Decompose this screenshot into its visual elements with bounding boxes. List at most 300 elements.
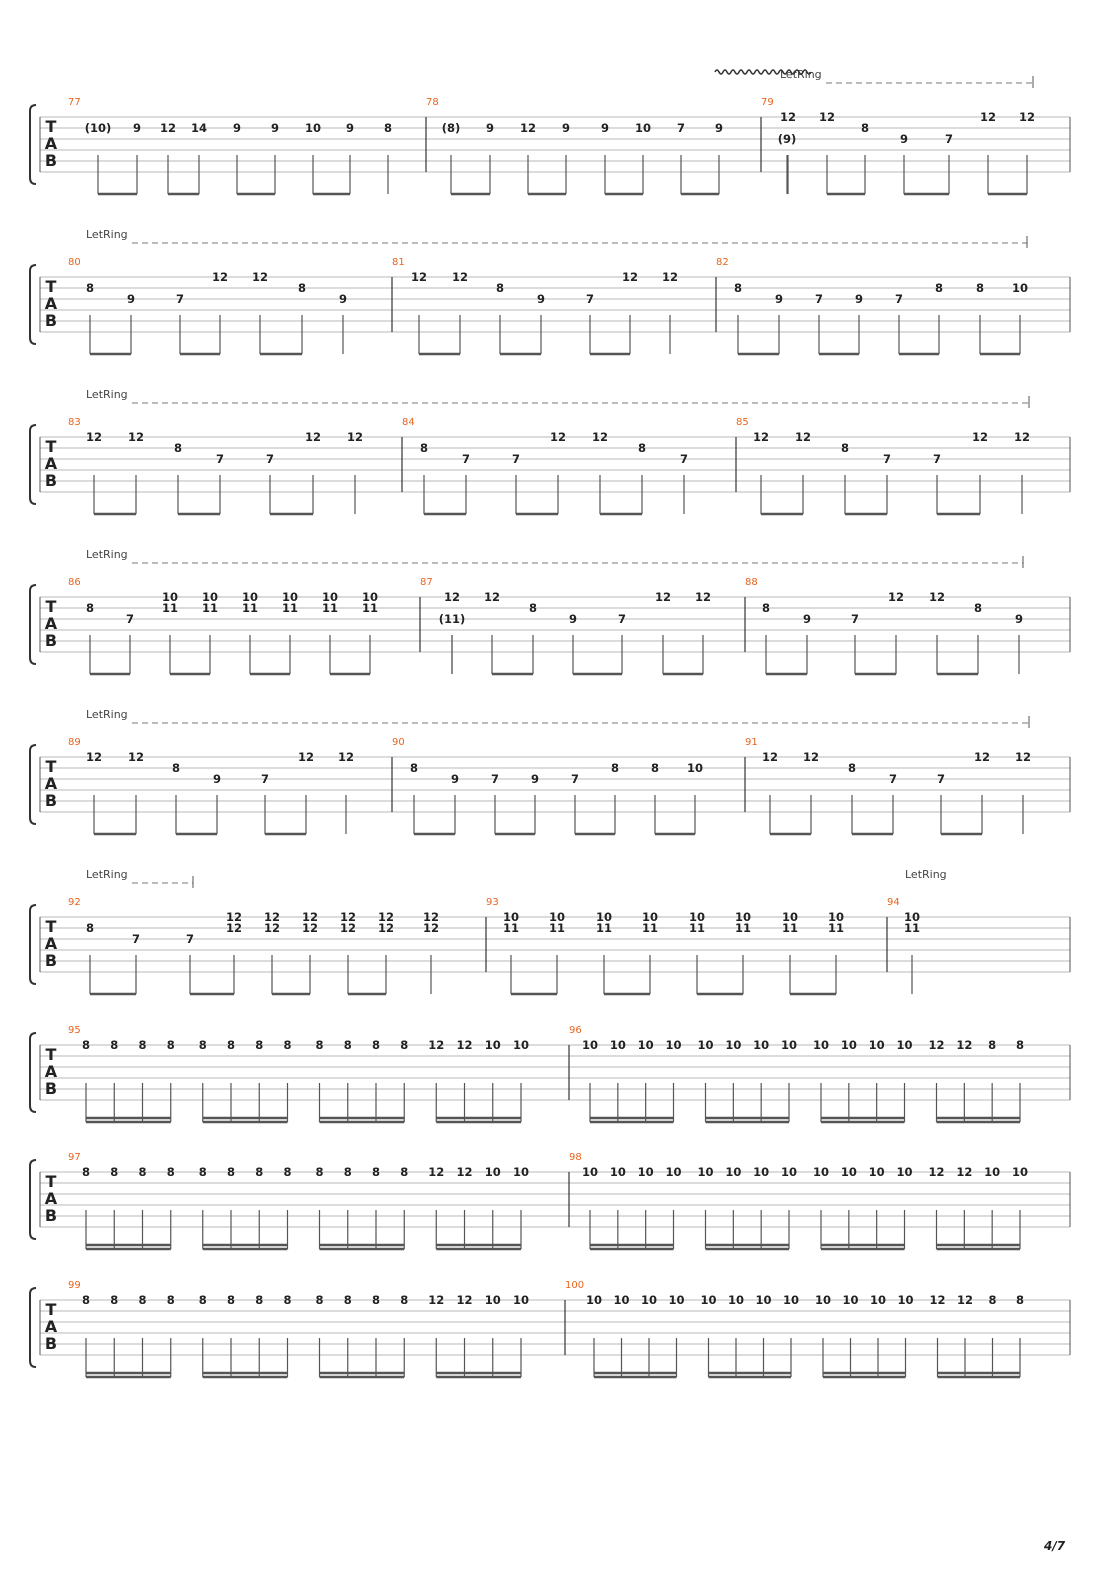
note bbox=[162, 590, 178, 674]
note bbox=[456, 1293, 472, 1377]
tab-clef-letter: T bbox=[45, 1172, 57, 1191]
fret-number: 12 bbox=[304, 430, 322, 444]
note bbox=[282, 590, 298, 674]
note bbox=[592, 430, 608, 514]
fret-number: 12 bbox=[297, 750, 315, 764]
fret-number: 12 bbox=[979, 110, 997, 124]
measure-number: 88 bbox=[745, 577, 758, 588]
fret-number: 8 bbox=[733, 281, 743, 295]
measure bbox=[887, 897, 920, 994]
note bbox=[372, 1293, 380, 1377]
fret-number: 8 bbox=[255, 1038, 264, 1052]
fret-number: 10 bbox=[640, 1293, 658, 1307]
note bbox=[503, 910, 519, 994]
fret-number: 8 bbox=[650, 761, 660, 775]
tab-clef-letter: B bbox=[44, 791, 58, 810]
fret-number: 12 bbox=[1014, 750, 1032, 764]
fret-number: 8 bbox=[81, 1165, 91, 1179]
fret-number: 10 bbox=[753, 1038, 770, 1052]
note bbox=[86, 921, 94, 994]
fret-number: 10 bbox=[609, 1038, 626, 1052]
note bbox=[126, 612, 134, 674]
fret-number: 12 bbox=[794, 430, 812, 444]
fret-number: 7 bbox=[215, 452, 225, 466]
note bbox=[227, 1165, 235, 1249]
fret-number: 12 bbox=[483, 590, 501, 604]
fret-number: (8) bbox=[441, 121, 461, 135]
fret-number: 7 bbox=[585, 292, 595, 306]
system-bracket bbox=[30, 1288, 36, 1367]
note bbox=[937, 772, 945, 834]
note bbox=[378, 910, 394, 994]
measure-number: 77 bbox=[68, 97, 81, 108]
system-bracket bbox=[30, 745, 36, 824]
fret-number: 12 bbox=[159, 121, 177, 135]
note bbox=[167, 1038, 175, 1122]
fret-number: 8 bbox=[637, 441, 647, 455]
note bbox=[400, 1038, 408, 1122]
note bbox=[883, 452, 891, 514]
fret-number: 7 bbox=[617, 612, 627, 626]
note bbox=[344, 1293, 352, 1377]
note bbox=[861, 121, 869, 194]
fret-number: 10 bbox=[484, 1165, 501, 1179]
fret-number: 8 bbox=[419, 441, 429, 455]
fret-number: 11 bbox=[734, 921, 752, 935]
fret-number: 12 bbox=[428, 1293, 445, 1307]
fret-number: 10 bbox=[755, 1293, 772, 1307]
note bbox=[266, 452, 274, 514]
note bbox=[929, 590, 945, 674]
tab-system bbox=[30, 548, 1070, 674]
tab-system bbox=[30, 1280, 1070, 1377]
measure-number: 91 bbox=[745, 737, 758, 748]
letring-label: LetRing bbox=[86, 228, 128, 241]
measure-number: 84 bbox=[402, 417, 415, 428]
note bbox=[496, 281, 504, 354]
note bbox=[976, 281, 984, 354]
measure-number: 81 bbox=[392, 257, 405, 268]
fret-number: 10 bbox=[896, 1165, 913, 1179]
fret-number: 12 bbox=[428, 1038, 445, 1052]
note bbox=[855, 292, 863, 354]
note bbox=[283, 1038, 291, 1122]
fret-number: 8 bbox=[198, 1293, 207, 1307]
note bbox=[795, 430, 811, 514]
fret-number: 11 bbox=[781, 921, 799, 935]
note bbox=[869, 1165, 885, 1249]
tab-clef-letter: B bbox=[44, 631, 58, 650]
note bbox=[255, 1165, 263, 1249]
note bbox=[651, 761, 659, 834]
note bbox=[980, 110, 996, 194]
note bbox=[775, 292, 783, 354]
tab-system bbox=[30, 868, 1070, 994]
fret-number: 8 bbox=[81, 1293, 91, 1307]
fret-number: 11 bbox=[321, 601, 339, 615]
letring-label: LetRing bbox=[86, 708, 128, 721]
note bbox=[695, 590, 711, 674]
fret-number: 8 bbox=[166, 1038, 175, 1052]
note bbox=[485, 1038, 501, 1122]
fret-number: 12 bbox=[887, 590, 905, 604]
page-number: 4/7 bbox=[1044, 1539, 1066, 1553]
fret-number: 10 bbox=[512, 1165, 530, 1179]
tab-clef-letter: A bbox=[44, 454, 58, 473]
tab-clef-letter: T bbox=[45, 1300, 57, 1319]
note bbox=[138, 1165, 146, 1249]
fret-number: 10 bbox=[502, 910, 520, 924]
fret-number: 7 bbox=[125, 612, 135, 626]
note bbox=[896, 1038, 912, 1122]
fret-number: 10 bbox=[361, 590, 379, 604]
note bbox=[638, 1038, 654, 1122]
fret-number: 8 bbox=[283, 1038, 292, 1052]
note bbox=[242, 590, 258, 674]
note bbox=[372, 1165, 380, 1249]
measure-number: 94 bbox=[887, 897, 900, 908]
note bbox=[315, 1038, 323, 1122]
fret-number: 12 bbox=[456, 1165, 473, 1179]
note bbox=[82, 1165, 90, 1249]
note bbox=[896, 1165, 912, 1249]
fret-number: 9 bbox=[568, 612, 578, 626]
fret-number: 8 bbox=[198, 1165, 207, 1179]
fret-number: 9 bbox=[536, 292, 546, 306]
fret-number: 10 bbox=[641, 910, 659, 924]
fret-number: 10 bbox=[868, 1165, 885, 1179]
fret-number: 10 bbox=[780, 1165, 798, 1179]
note bbox=[613, 1293, 629, 1377]
note bbox=[420, 441, 428, 514]
note bbox=[226, 910, 242, 994]
note bbox=[1016, 1293, 1024, 1377]
fret-number: 12 bbox=[956, 1165, 973, 1179]
fret-number: 10 bbox=[512, 1038, 530, 1052]
note bbox=[132, 932, 140, 994]
note bbox=[255, 1038, 263, 1122]
fret-number: 8 bbox=[371, 1165, 381, 1179]
fret-number: 10 bbox=[727, 1293, 745, 1307]
note bbox=[988, 1293, 996, 1377]
note bbox=[302, 910, 318, 994]
fret-number: 8 bbox=[847, 761, 857, 775]
fret-number: 10 bbox=[637, 1038, 654, 1052]
note bbox=[442, 121, 461, 194]
note bbox=[725, 1038, 741, 1122]
tab-clef-letter: B bbox=[44, 1079, 58, 1098]
note bbox=[1016, 1038, 1024, 1122]
fret-number: 11 bbox=[641, 921, 659, 935]
letring-label: LetRing bbox=[86, 548, 128, 561]
note bbox=[582, 1038, 598, 1122]
fret-number: 10 bbox=[665, 1038, 682, 1052]
note bbox=[520, 121, 536, 194]
fret-number: 8 bbox=[343, 1038, 352, 1052]
note bbox=[322, 590, 338, 674]
fret-number: 7 bbox=[260, 772, 270, 786]
note bbox=[888, 590, 904, 674]
tab-system bbox=[30, 228, 1070, 354]
fret-number: 7 bbox=[850, 612, 860, 626]
note bbox=[815, 1293, 831, 1377]
fret-number: 10 bbox=[725, 1165, 742, 1179]
fret-number: 7 bbox=[461, 452, 471, 466]
fret-number: 12 bbox=[410, 270, 428, 284]
tab-clef-letter: B bbox=[44, 471, 58, 490]
fret-number: 10 bbox=[484, 1038, 501, 1052]
note bbox=[315, 1165, 323, 1249]
note bbox=[900, 132, 908, 194]
note bbox=[665, 1038, 681, 1122]
fret-number: 11 bbox=[595, 921, 613, 935]
measure bbox=[569, 1152, 1028, 1249]
tab-system bbox=[30, 388, 1070, 514]
tab-clef-letter: T bbox=[45, 117, 57, 136]
note bbox=[700, 1293, 716, 1377]
measure bbox=[68, 1280, 529, 1377]
note bbox=[677, 121, 685, 194]
fret-number: 12 bbox=[377, 921, 395, 935]
note bbox=[537, 292, 545, 354]
note bbox=[216, 452, 224, 514]
fret-number: 12 bbox=[928, 1165, 945, 1179]
fret-number: 10 bbox=[903, 910, 921, 924]
note bbox=[984, 1165, 1000, 1249]
fret-number: 12 bbox=[928, 590, 946, 604]
note bbox=[753, 430, 769, 514]
fret-number: 14 bbox=[190, 121, 208, 135]
note bbox=[486, 121, 494, 194]
system-bracket bbox=[30, 425, 36, 504]
fret-number: 10 bbox=[613, 1293, 630, 1307]
fret-number: (9) bbox=[777, 132, 797, 146]
note bbox=[372, 1038, 380, 1122]
fret-number: 10 bbox=[686, 761, 704, 775]
note bbox=[261, 772, 269, 834]
note bbox=[128, 750, 144, 834]
measure bbox=[745, 737, 1031, 834]
note bbox=[255, 1293, 263, 1377]
fret-number: 9 bbox=[774, 292, 784, 306]
fret-number: 9 bbox=[802, 612, 812, 626]
measure bbox=[736, 417, 1030, 514]
tab-clef-letter: A bbox=[44, 1317, 58, 1336]
measure-number: 96 bbox=[569, 1025, 582, 1036]
note bbox=[586, 292, 594, 354]
note bbox=[956, 1165, 972, 1249]
note bbox=[668, 1293, 684, 1377]
note bbox=[485, 1293, 501, 1377]
note bbox=[697, 1165, 713, 1249]
fret-number: 10 bbox=[725, 1038, 742, 1052]
fret-number: 12 bbox=[779, 110, 797, 124]
measure-number: 80 bbox=[68, 257, 81, 268]
note bbox=[423, 910, 439, 994]
fret-number: 8 bbox=[343, 1293, 352, 1307]
note bbox=[586, 1293, 602, 1377]
note bbox=[444, 590, 460, 674]
letring-label: LetRing bbox=[86, 868, 128, 881]
tab-clef-letter: B bbox=[44, 311, 58, 330]
fret-number: 7 bbox=[511, 452, 521, 466]
fret-number: 12 bbox=[127, 430, 145, 444]
fret-number: 10 bbox=[609, 1165, 626, 1179]
fret-number: 9 bbox=[854, 292, 864, 306]
system-bracket bbox=[30, 585, 36, 664]
measure bbox=[68, 1025, 529, 1122]
note bbox=[841, 441, 849, 514]
fret-number: 10 bbox=[585, 1293, 603, 1307]
note bbox=[202, 590, 218, 674]
measure bbox=[761, 97, 1035, 194]
note bbox=[340, 910, 356, 994]
fret-number: 8 bbox=[343, 1165, 352, 1179]
tab-clef-letter: T bbox=[45, 437, 57, 456]
note bbox=[110, 1293, 118, 1377]
tab-clef-letter: A bbox=[44, 774, 58, 793]
fret-number: 8 bbox=[171, 761, 181, 775]
fret-number: 10 bbox=[1011, 1165, 1029, 1179]
letring-label: LetRing bbox=[86, 388, 128, 401]
note bbox=[610, 1165, 626, 1249]
note bbox=[110, 1038, 118, 1122]
note bbox=[715, 121, 723, 194]
note bbox=[346, 121, 354, 194]
fret-number: 12 bbox=[929, 1293, 946, 1307]
fret-number: 10 bbox=[581, 1165, 599, 1179]
note bbox=[635, 121, 651, 194]
note bbox=[491, 772, 499, 834]
fret-number: 12 bbox=[85, 430, 103, 444]
fret-number: 12 bbox=[263, 921, 281, 935]
fret-number: 11 bbox=[241, 601, 259, 615]
fret-number: 8 bbox=[138, 1165, 147, 1179]
system-bracket bbox=[30, 1033, 36, 1112]
measure-number: 82 bbox=[716, 257, 729, 268]
note bbox=[213, 772, 221, 834]
fret-number: 8 bbox=[761, 601, 771, 615]
note bbox=[851, 612, 859, 674]
fret-number: 10 bbox=[321, 590, 339, 604]
fret-number: 12 bbox=[377, 910, 395, 924]
note bbox=[452, 270, 468, 354]
fret-number: 12 bbox=[928, 1038, 945, 1052]
note bbox=[410, 761, 418, 834]
note bbox=[428, 1165, 444, 1249]
measure bbox=[392, 737, 703, 834]
fret-number: 8 bbox=[315, 1165, 324, 1179]
fret-number: 12 bbox=[337, 750, 355, 764]
note bbox=[889, 772, 897, 834]
fret-number: 8 bbox=[610, 761, 620, 775]
fret-number: 10 bbox=[241, 590, 259, 604]
fret-number: 8 bbox=[138, 1038, 147, 1052]
note bbox=[655, 590, 671, 674]
fret-number: 7 bbox=[944, 132, 954, 146]
note bbox=[85, 121, 112, 194]
fret-number: 12 bbox=[1013, 430, 1031, 444]
note bbox=[974, 601, 982, 674]
fret-number: 10 bbox=[595, 910, 613, 924]
note bbox=[82, 1038, 90, 1122]
note bbox=[174, 441, 182, 514]
fret-number: 8 bbox=[409, 761, 419, 775]
fret-number: 8 bbox=[226, 1293, 236, 1307]
fret-number: 10 bbox=[734, 910, 752, 924]
fret-number: 12 bbox=[301, 910, 319, 924]
measure-number: 93 bbox=[486, 897, 499, 908]
note bbox=[562, 121, 570, 194]
measure-number: 95 bbox=[68, 1025, 81, 1036]
note bbox=[638, 1165, 654, 1249]
tab-clef-letter: A bbox=[44, 134, 58, 153]
fret-number: 8 bbox=[166, 1165, 175, 1179]
note bbox=[1019, 110, 1035, 194]
fret-number: 8 bbox=[840, 441, 850, 455]
note bbox=[512, 452, 520, 514]
letring-label: LetRing bbox=[905, 868, 947, 881]
fret-number: 12 bbox=[621, 270, 639, 284]
note bbox=[176, 292, 184, 354]
note bbox=[456, 1038, 472, 1122]
letring-label: LetRing bbox=[780, 68, 822, 81]
note bbox=[167, 1293, 175, 1377]
tab-clef-letter: T bbox=[45, 757, 57, 776]
note bbox=[1015, 750, 1031, 834]
note bbox=[384, 121, 392, 194]
fret-number: 8 bbox=[110, 1165, 119, 1179]
note bbox=[813, 1165, 829, 1249]
measure-number: 86 bbox=[68, 577, 81, 588]
fret-number: 8 bbox=[198, 1038, 207, 1052]
fret-number: 9 bbox=[132, 121, 142, 135]
note bbox=[160, 121, 176, 194]
note bbox=[803, 612, 811, 674]
note bbox=[782, 910, 798, 994]
fret-number: 8 bbox=[85, 281, 95, 295]
note bbox=[735, 910, 751, 994]
note bbox=[933, 452, 941, 514]
note bbox=[138, 1038, 146, 1122]
measure-number: 87 bbox=[420, 577, 433, 588]
fret-number: 10 bbox=[665, 1165, 682, 1179]
note bbox=[974, 750, 990, 834]
tab-clef-letter: T bbox=[45, 917, 57, 936]
measure bbox=[68, 97, 392, 194]
note bbox=[283, 1293, 291, 1377]
fret-number: 8 bbox=[226, 1038, 236, 1052]
tab-system bbox=[30, 1152, 1070, 1249]
note bbox=[344, 1165, 352, 1249]
note bbox=[484, 590, 500, 674]
note bbox=[897, 1293, 913, 1377]
fret-number: 12 bbox=[973, 750, 991, 764]
tab-system bbox=[30, 68, 1070, 194]
fret-number: 9 bbox=[714, 121, 724, 135]
fret-number: 7 bbox=[888, 772, 898, 786]
fret-number: 11 bbox=[548, 921, 566, 935]
fret-number: 9 bbox=[485, 121, 495, 135]
fret-number: 8 bbox=[283, 1165, 292, 1179]
note bbox=[755, 1293, 771, 1377]
measure-number: 97 bbox=[68, 1152, 81, 1163]
fret-number: 10 bbox=[840, 1165, 857, 1179]
note bbox=[753, 1038, 769, 1122]
fret-number: 9 bbox=[561, 121, 571, 135]
fret-number: 10 bbox=[668, 1293, 685, 1307]
fret-number: 12 bbox=[694, 590, 712, 604]
